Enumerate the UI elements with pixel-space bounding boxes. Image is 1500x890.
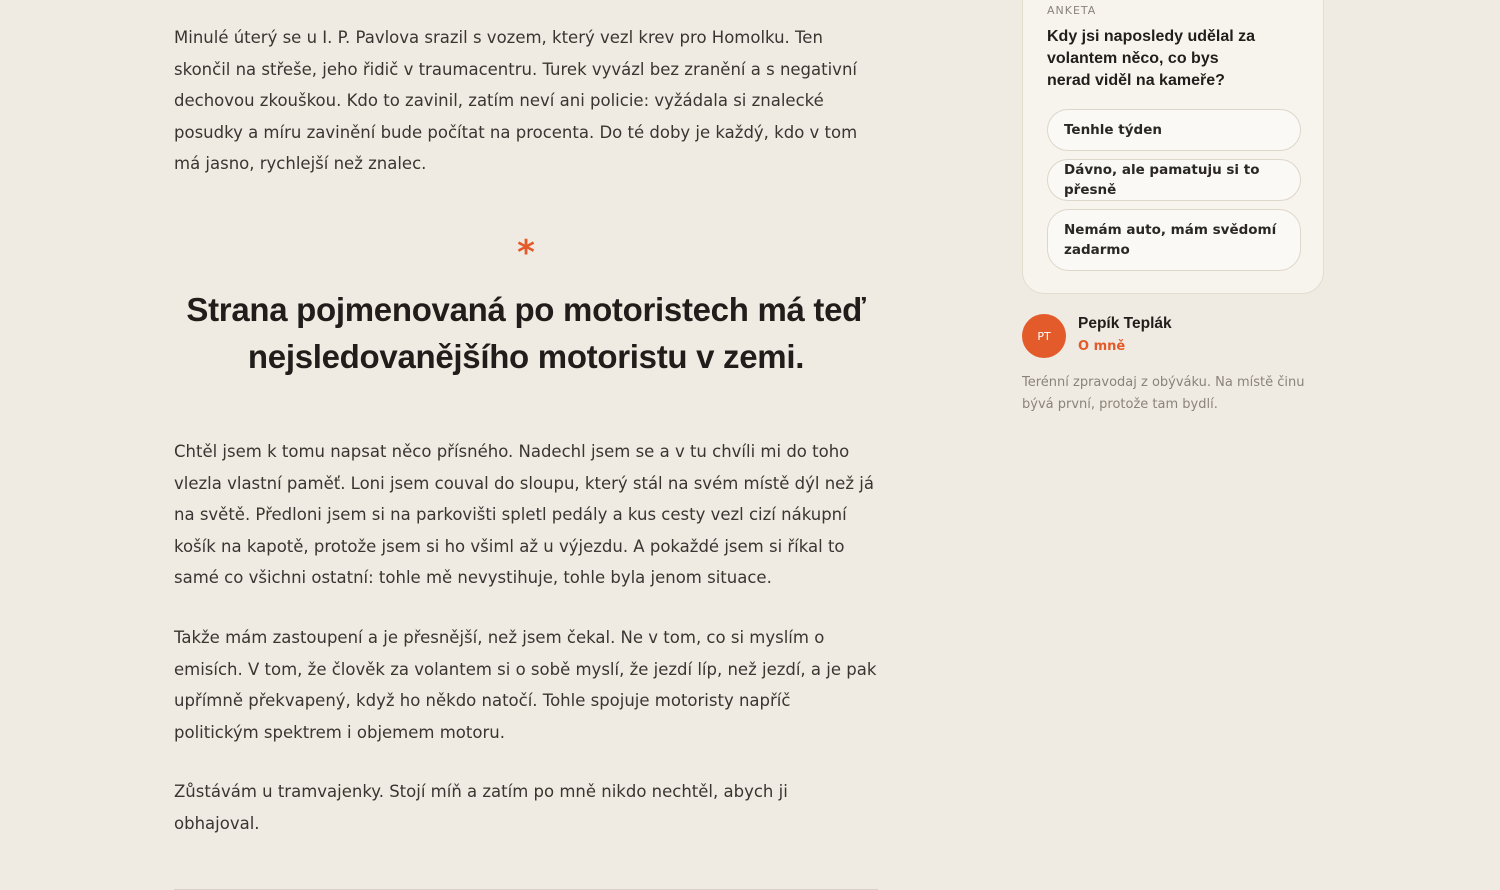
asterisk-icon: * [517,232,535,273]
article-paragraph: Minulé úterý se u I. P. Pavlova srazil s vozem, který vezl krev pro Homolku. Ten skončil na střeše, jeho řidič v traumacentru. Turek vyvázl bez zranění a s negativní dechovou zkouškou. Kdo to zavinil, zatím neví ani policie: vyžádala si znalecké posudky a míru zavinění bude počítat na procenta. Do té doby je každý, kdo v tom má jasno, rychlejší než znalec. [174,28,858,174]
pullquote-block [174,232,878,380]
poll-question: Kdy jsi naposledy udělal za volantem něco, co bys nerad viděl na kameře? [1047,28,1256,89]
avatar: PT [1022,314,1066,358]
article-paragraph: Takže mám zastoupení a je přesnější, než jsem čekal. Ne v tom, co si myslím o emisích. V tom, že člověk za volantem si o sobě myslí, že jezdí líp, než jezdí, a je pak upřímně překvapený, když ho někdo natočí. Tohle spojuje motoristy napříč politickým spektrem i objemem motoru. [174,627,877,742]
author-bio: Terénní zpravodaj z obýváku. Na místě činu bývá první, protože tam bydlí. [1022,375,1305,412]
poll-card [1022,0,1324,294]
poll-kicker: ANKETA [1047,4,1097,17]
pullquote: Strana pojmenovaná po motoristech má teď nejsledovanějšího motoristu v zemi. [186,290,866,375]
article-divider [174,889,878,890]
article-paragraph: Chtěl jsem k tomu napsat něco přísného. Nadechl jsem se a v tu chvíli mi do toho vlezla vlastní paměť. Loni jsem couval do sloupu, který stál na svém místě dýl než já na světě. Předloni jsem si na parkovišti spletl pedály a kus cesty vezl cizí nákupní košík na kapotě, protože jsem si ho všiml až u výjezdu. A pokaždé jsem si říkal to samé co všichni ostatní: tohle mě nevystihuje, tohle byla jenom situace. [174,441,874,588]
poll-options [1047,109,1301,279]
poll-option-this-week[interactable]: Tenhle týden [1047,109,1301,151]
poll-option-long-ago[interactable]: Dávno, ale pamatuju si to přesně [1047,159,1301,201]
article-body [174,22,878,890]
about-me-link[interactable]: O mně [1078,339,1126,354]
article-paragraph: Zůstávám u tramvajenky. Stojí míň a zatím po mně nikdo nechtěl, abych ji obhajoval. [174,782,788,833]
poll-option-no-car[interactable]: Nemám auto, mám svědomí zadarmo [1047,209,1301,271]
author-name: Pepík Teplák [1078,315,1172,332]
